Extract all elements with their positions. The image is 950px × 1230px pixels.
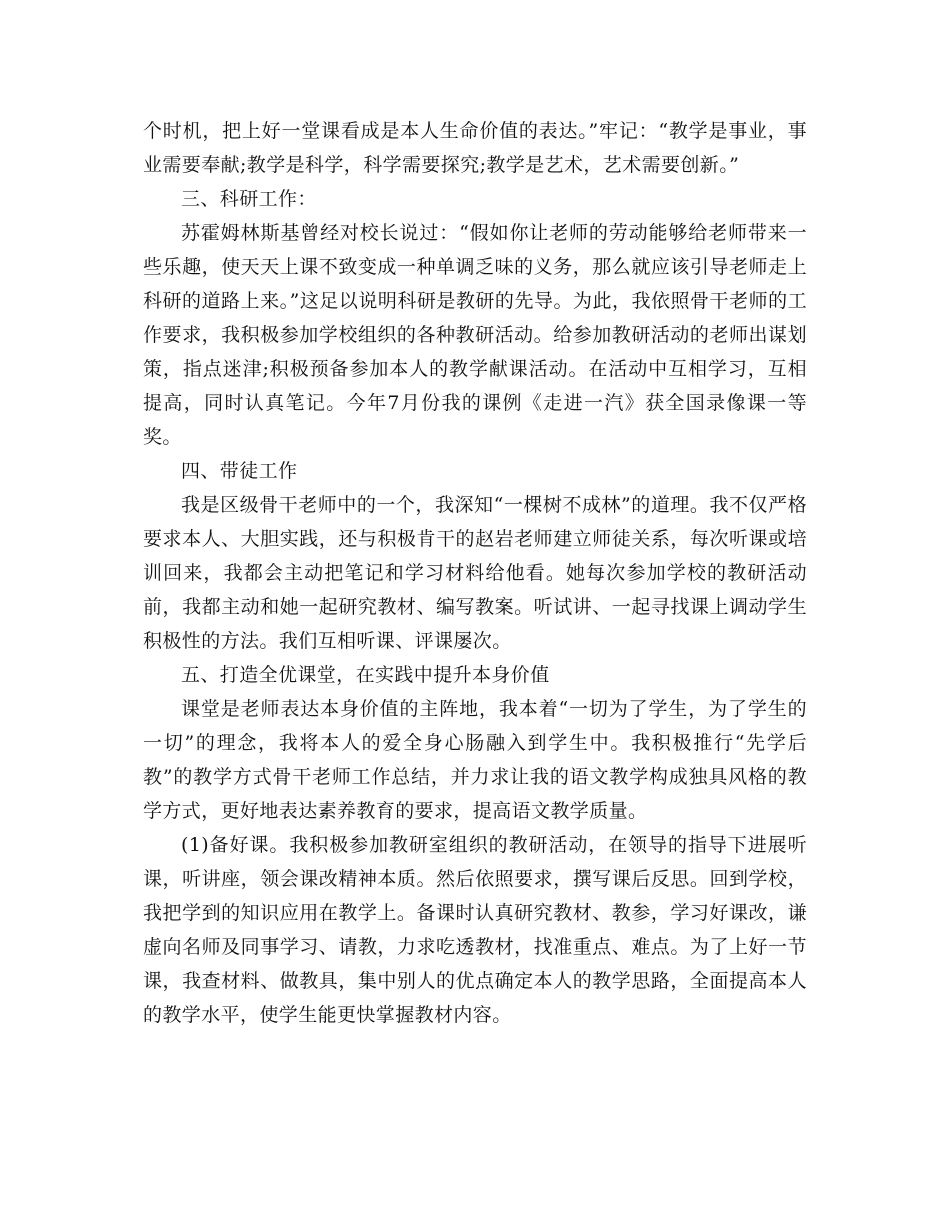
paragraph-continuation: 个时机，把上好一堂课看成是本人生命价值的表达。”牢记：“教学是事业，事业需要奉献;教学是科学，科学需要探究;教学是艺术，艺术需要创新。” — [143, 120, 807, 176]
document-body — [143, 114, 807, 1032]
paragraph-classroom: 课堂是老师表达本身价值的主阵地，我本着“一切为了学生，为了学生的一切”的理念，我将本人的爱全身心肠融入到学生中。我积极推行“先学后教”的教学方式骨干老师工作总结，并力求让我的语文教学构成独具风格的教学方式，更好地表达素养教育的要求，提高语文教学质量。 — [143, 698, 807, 822]
paragraph-mentoring: 我是区级骨干老师中的一个，我深知“一棵树不成林”的道理。我不仅严格要求本人、大胆实践，还与积极肯干的赵岩老师建立师徒关系，每次听课或培训回来，我都会主动把笔记和学习材料给他看。她每次参加学校的教研活动前，我都主动和她一起研究教材、编写教案。听试讲、一起寻找课上调动学生积极性的方法。我们互相听课、评课屡次。 — [143, 494, 807, 652]
paragraph-research: 苏霍姆林斯基曾经对校长说过：“假如你让老师的劳动能够给老师带来一些乐趣，使天天上课不致变成一种单调乏味的义务，那么就应该引导老师走上科研的道路上来。”这足以说明科研是教研的先导。为此，我依照骨干老师的工作要求，我积极参加学校组织的各种教研活动。给参加教研活动的老师出谋划策，指点迷津;积极预备参加本人的教学献课活动。在活动中互相学习，互相提高，同时认真笔记。今年7月份我的课例《走进一汽》获全国录像课一等奖。 — [143, 222, 807, 448]
section-heading-mentoring: 四、带徒工作 — [181, 460, 298, 482]
paragraph-lesson-prep: (1)备好课。我积极参加教研室组织的教研活动，在领导的指导下进展听课，听讲座，领会课改精神本质。然后依照要求，撰写课后反思。回到学校，我把学到的知识应用在教学上。备课时认真研究教材、教参，学习好课改，谦虚向名师及同事学习、请教，力求吃透教材，找准重点、难点。为了上好一节课，我查材料、做教具，集中别人的优点确定本人的教学思路，全面提高本人的教学水平，使学生能更快掌握教材内容。 — [143, 834, 807, 1026]
section-heading-research: 三、科研工作： — [181, 188, 317, 210]
section-heading-classroom: 五、打造全优课堂，在实践中提升本身价值 — [181, 664, 550, 686]
